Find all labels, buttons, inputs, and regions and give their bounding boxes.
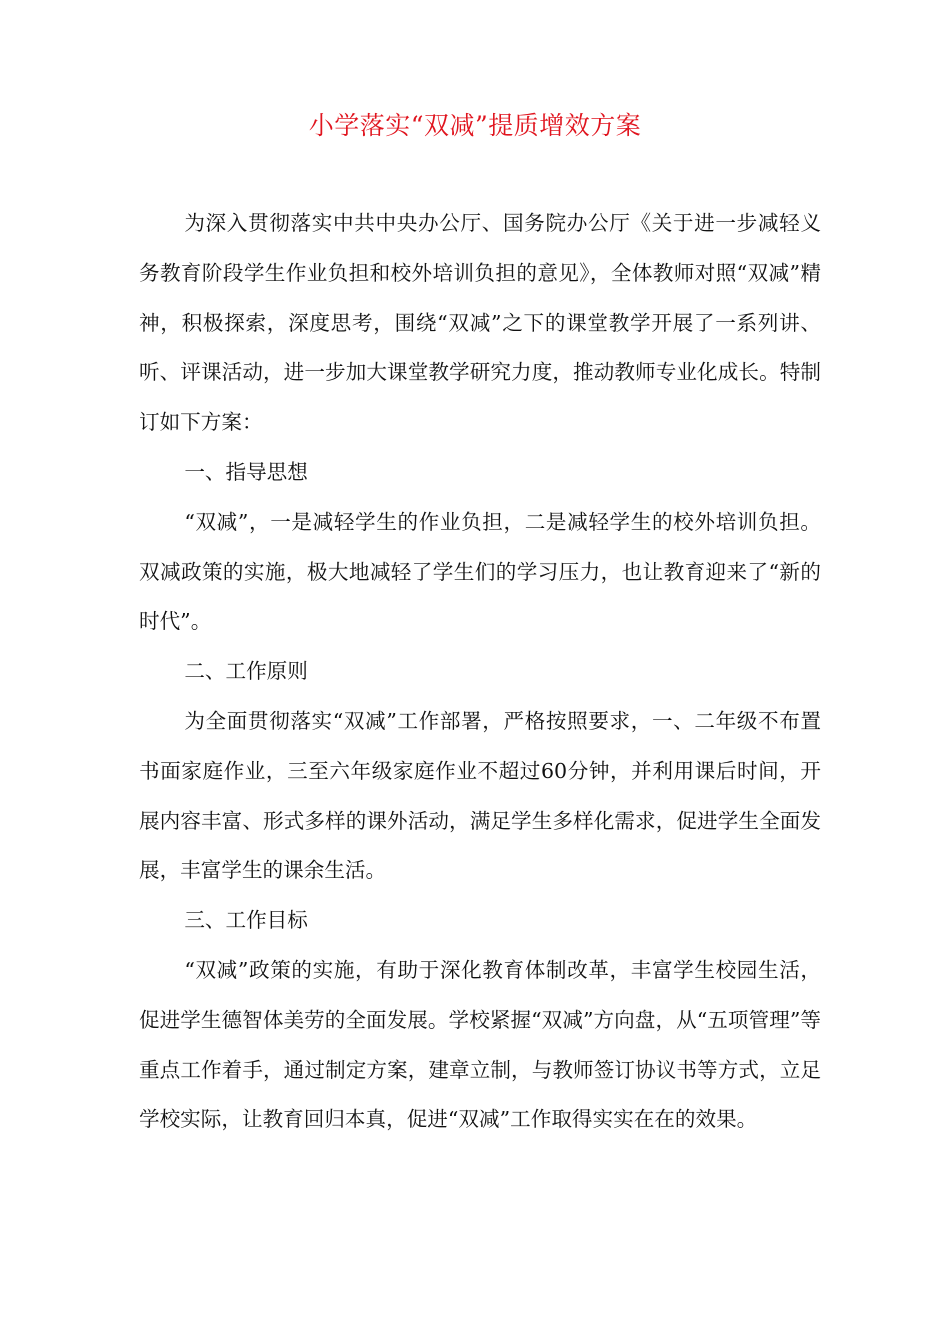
section-heading-work-principles: 二、工作原则	[184, 659, 308, 684]
section-heading-work-goals: 三、工作目标	[184, 908, 308, 933]
document-body	[139, 199, 821, 1145]
work-goals-paragraph: “双减”政策的实施，有助于深化教育体制改革，丰富学生校园生活，促进学生德智体美劳的全面发展。学校紧握“双减”方向盘，从“五项管理”等重点工作着手，通过制定方案，建章立制，与教师签订协议书等方式，立足学校实际，让教育回归本真，促进“双减”工作取得实实在在的效果。	[139, 957, 821, 1132]
work-principles-paragraph: 为全面贯彻落实“双减”工作部署，严格按照要求，一、二年级不布置书面家庭作业，三至六年级家庭作业不超过60分钟，并利用课后时间，开展内容丰富、形式多样的课外活动，满足学生多样化需求，促进学生全面发展，丰富学生的课余生活。	[139, 708, 821, 883]
guiding-ideology-paragraph: “双减”，一是减轻学生的作业负担，二是减轻学生的校外培训负担。双减政策的实施，极大地减轻了学生们的学习压力，也让教育迎来了“新的时代”。	[139, 509, 821, 634]
section-heading-guiding-ideology: 一、指导思想	[184, 459, 308, 484]
intro-paragraph: 为深入贯彻落实中共中央办公厅、国务院办公厅《关于进一步减轻义务教育阶段学生作业负担和校外培训负担的意见》，全体教师对照“双减”精神，积极探索，深度思考，围绕“双减”之下的课堂教学开展了一系列讲、听、评课活动，进一步加大课堂教学研究力度，推动教师专业化成长。特制订如下方案：	[139, 211, 821, 435]
document-title: 小学落实“双减”提质增效方案	[308, 111, 642, 140]
